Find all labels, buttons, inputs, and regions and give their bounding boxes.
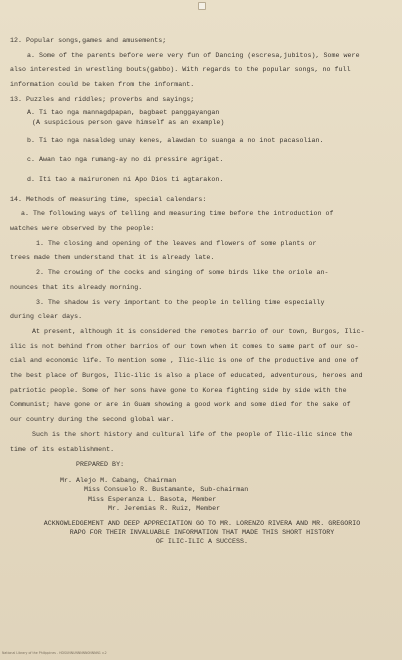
riddle-a: A. Ti tao nga mannagdpapan, bagbaet panggayangan: [27, 108, 220, 116]
text-line: a. The following ways of telling and measuring time before the introduction of: [21, 210, 334, 218]
method-2: 2. The crowing of the cocks and singing of some birds like the oriole an-: [36, 269, 329, 277]
section-heading-13: 13. Puzzles and riddles; proverbs and sayings;: [10, 95, 195, 103]
prepared-by-label: PREPARED BY:: [76, 461, 125, 469]
text-line: information could be taken from the informant.: [10, 81, 195, 89]
archive-footer: National Library of the Philippines - HDSUNNUNNNNN0NNNN1 v.2: [2, 651, 107, 655]
acknowledgement-line: OF ILIC-ILIC A SUCCESS.: [155, 538, 249, 546]
signatory-member: Miss Esperanza L. Basota, Member: [88, 495, 217, 503]
text-line: Communist; have gone or are in Guam showing a good work and some died for the sake of: [10, 401, 351, 409]
text-line: nounces that its already morning.: [10, 283, 143, 291]
text-line: during clear days.: [10, 313, 83, 321]
signatory-chairman: Mr. Alejo M. Cabang, Chairman: [60, 476, 177, 484]
document-body: [10, 34, 394, 547]
section-heading-14: 14. Methods of measuring time, special calendars:: [10, 195, 207, 203]
method-1: 1. The closing and opening of the leaves and flowers of some plants or: [36, 239, 317, 247]
acknowledgement: [10, 519, 394, 547]
riddle-d: d. Iti tao a mairuronen ni Apo Dios ti agtarakon.: [27, 175, 224, 183]
signatories: [10, 476, 394, 514]
text-line: our country during the second global war.: [10, 416, 175, 424]
paragraph-start: At present, although it is considered the remotes barrio of our town, Burgos, Ilic-: [32, 327, 365, 335]
text-line: patriotic people. Some of her sons have gone to Korea fighting side by side with the: [10, 386, 347, 394]
paragraph-start: Such is the short history and cultural life of the people of Ilic-ilic since the: [32, 430, 353, 438]
text-line: watches were observed by the people:: [10, 225, 155, 233]
method-3: 3. The shadow is very important to the people in telling time especially: [36, 298, 325, 306]
text-line: trees made them understand that it is already late.: [10, 254, 215, 262]
riddle-b: b. Ti tao nga nasaldeg unay kenes, alawdan to suanga a no inot pacasolian.: [27, 136, 324, 144]
text-line: ilic is not behind from other barrios of our town when it comes to same part of our so-: [10, 342, 359, 350]
riddle-a-translation: (A suspicious person gave himself as an example): [32, 118, 225, 126]
text-line: time of its establishment.: [10, 445, 115, 453]
text-line: also interested in wrestling bouts(gabbo). With regards to the popular songs, no full: [10, 66, 351, 74]
signatory-member: Mr. Jeremias R. Ruiz, Member: [108, 505, 221, 513]
staple-mark: [198, 2, 206, 10]
text-line: the best place of Burgos, Ilic-ilic is also a place of educated, adventurous, heroes and: [10, 372, 363, 380]
section-heading-12: 12. Popular songs,games and amusements;: [10, 37, 167, 44]
acknowledgement-line: RAPO FOR THEIR INVALUABLE INFORMATION THAT MADE THIS SHORT HISTORY: [69, 529, 335, 537]
text-line: cial and economic life. To mention some , Ilic-ilic is one of the productive and one of: [10, 357, 359, 365]
riddle-c: c. Awan tao nga rumang-ay no di pressire agrigat.: [27, 156, 224, 164]
signatory-sub-chairman: Miss Consuelo R. Bustamante, Sub-chairman: [84, 486, 249, 494]
acknowledgement-line: ACKNOWLEDGEMENT AND DEEP APPRECIATION GO TO MR. LORENZO RIVERA AND MR. GREGORIO: [43, 519, 361, 527]
text-line: a. Some of the parents before were very fun of Dancing (escresa,jubitos), Some were: [27, 51, 360, 59]
